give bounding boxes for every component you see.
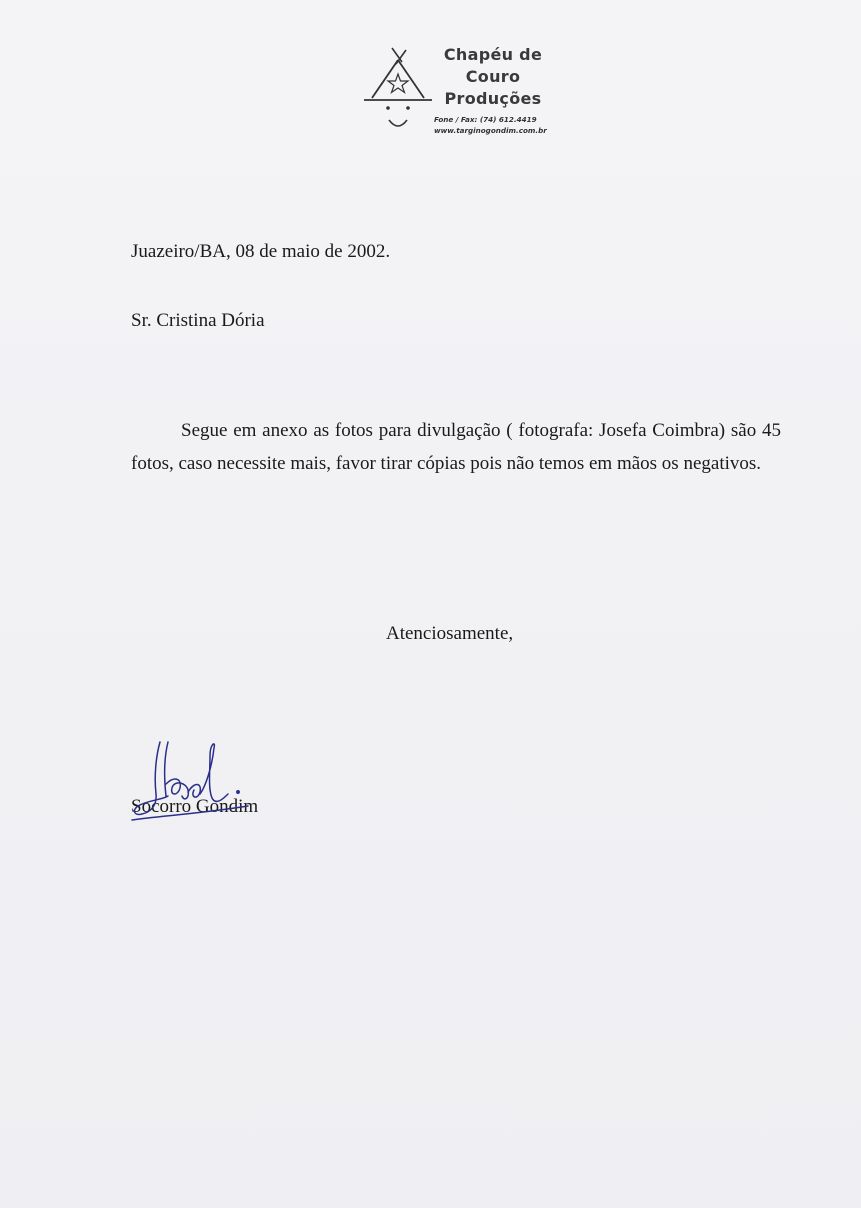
company-name-line-1: Chapéu de xyxy=(443,45,543,64)
company-name-line-2: Couro xyxy=(465,67,521,86)
letterhead xyxy=(362,42,562,142)
company-name-line-3: Produções xyxy=(444,89,542,108)
company-website: www.targinogondim.com.br xyxy=(434,126,547,135)
letter-recipient: Sr. Cristina Dória xyxy=(131,310,265,331)
letter-date: Juazeiro/BA, 08 de maio de 2002. xyxy=(131,241,391,262)
letter-closing: Atenciosamente, xyxy=(386,623,514,644)
signatory-name: Socorro Gondim xyxy=(131,796,259,817)
handwritten-signature xyxy=(128,736,268,828)
tent-hat-with-star-and-face-icon xyxy=(362,46,434,136)
letter-body xyxy=(131,414,781,480)
letter-body-paragraph: Segue em anexo as fotos para divulgação ( fotografa: Josefa Coimbra) são 45 fotos, caso necessite mais, favor tirar cópias pois não temos em mãos os negativos. xyxy=(131,420,781,474)
company-phone: Fone / Fax: (74) 612.4419 xyxy=(434,115,537,124)
company-contact xyxy=(434,114,574,136)
company-name xyxy=(428,44,558,110)
